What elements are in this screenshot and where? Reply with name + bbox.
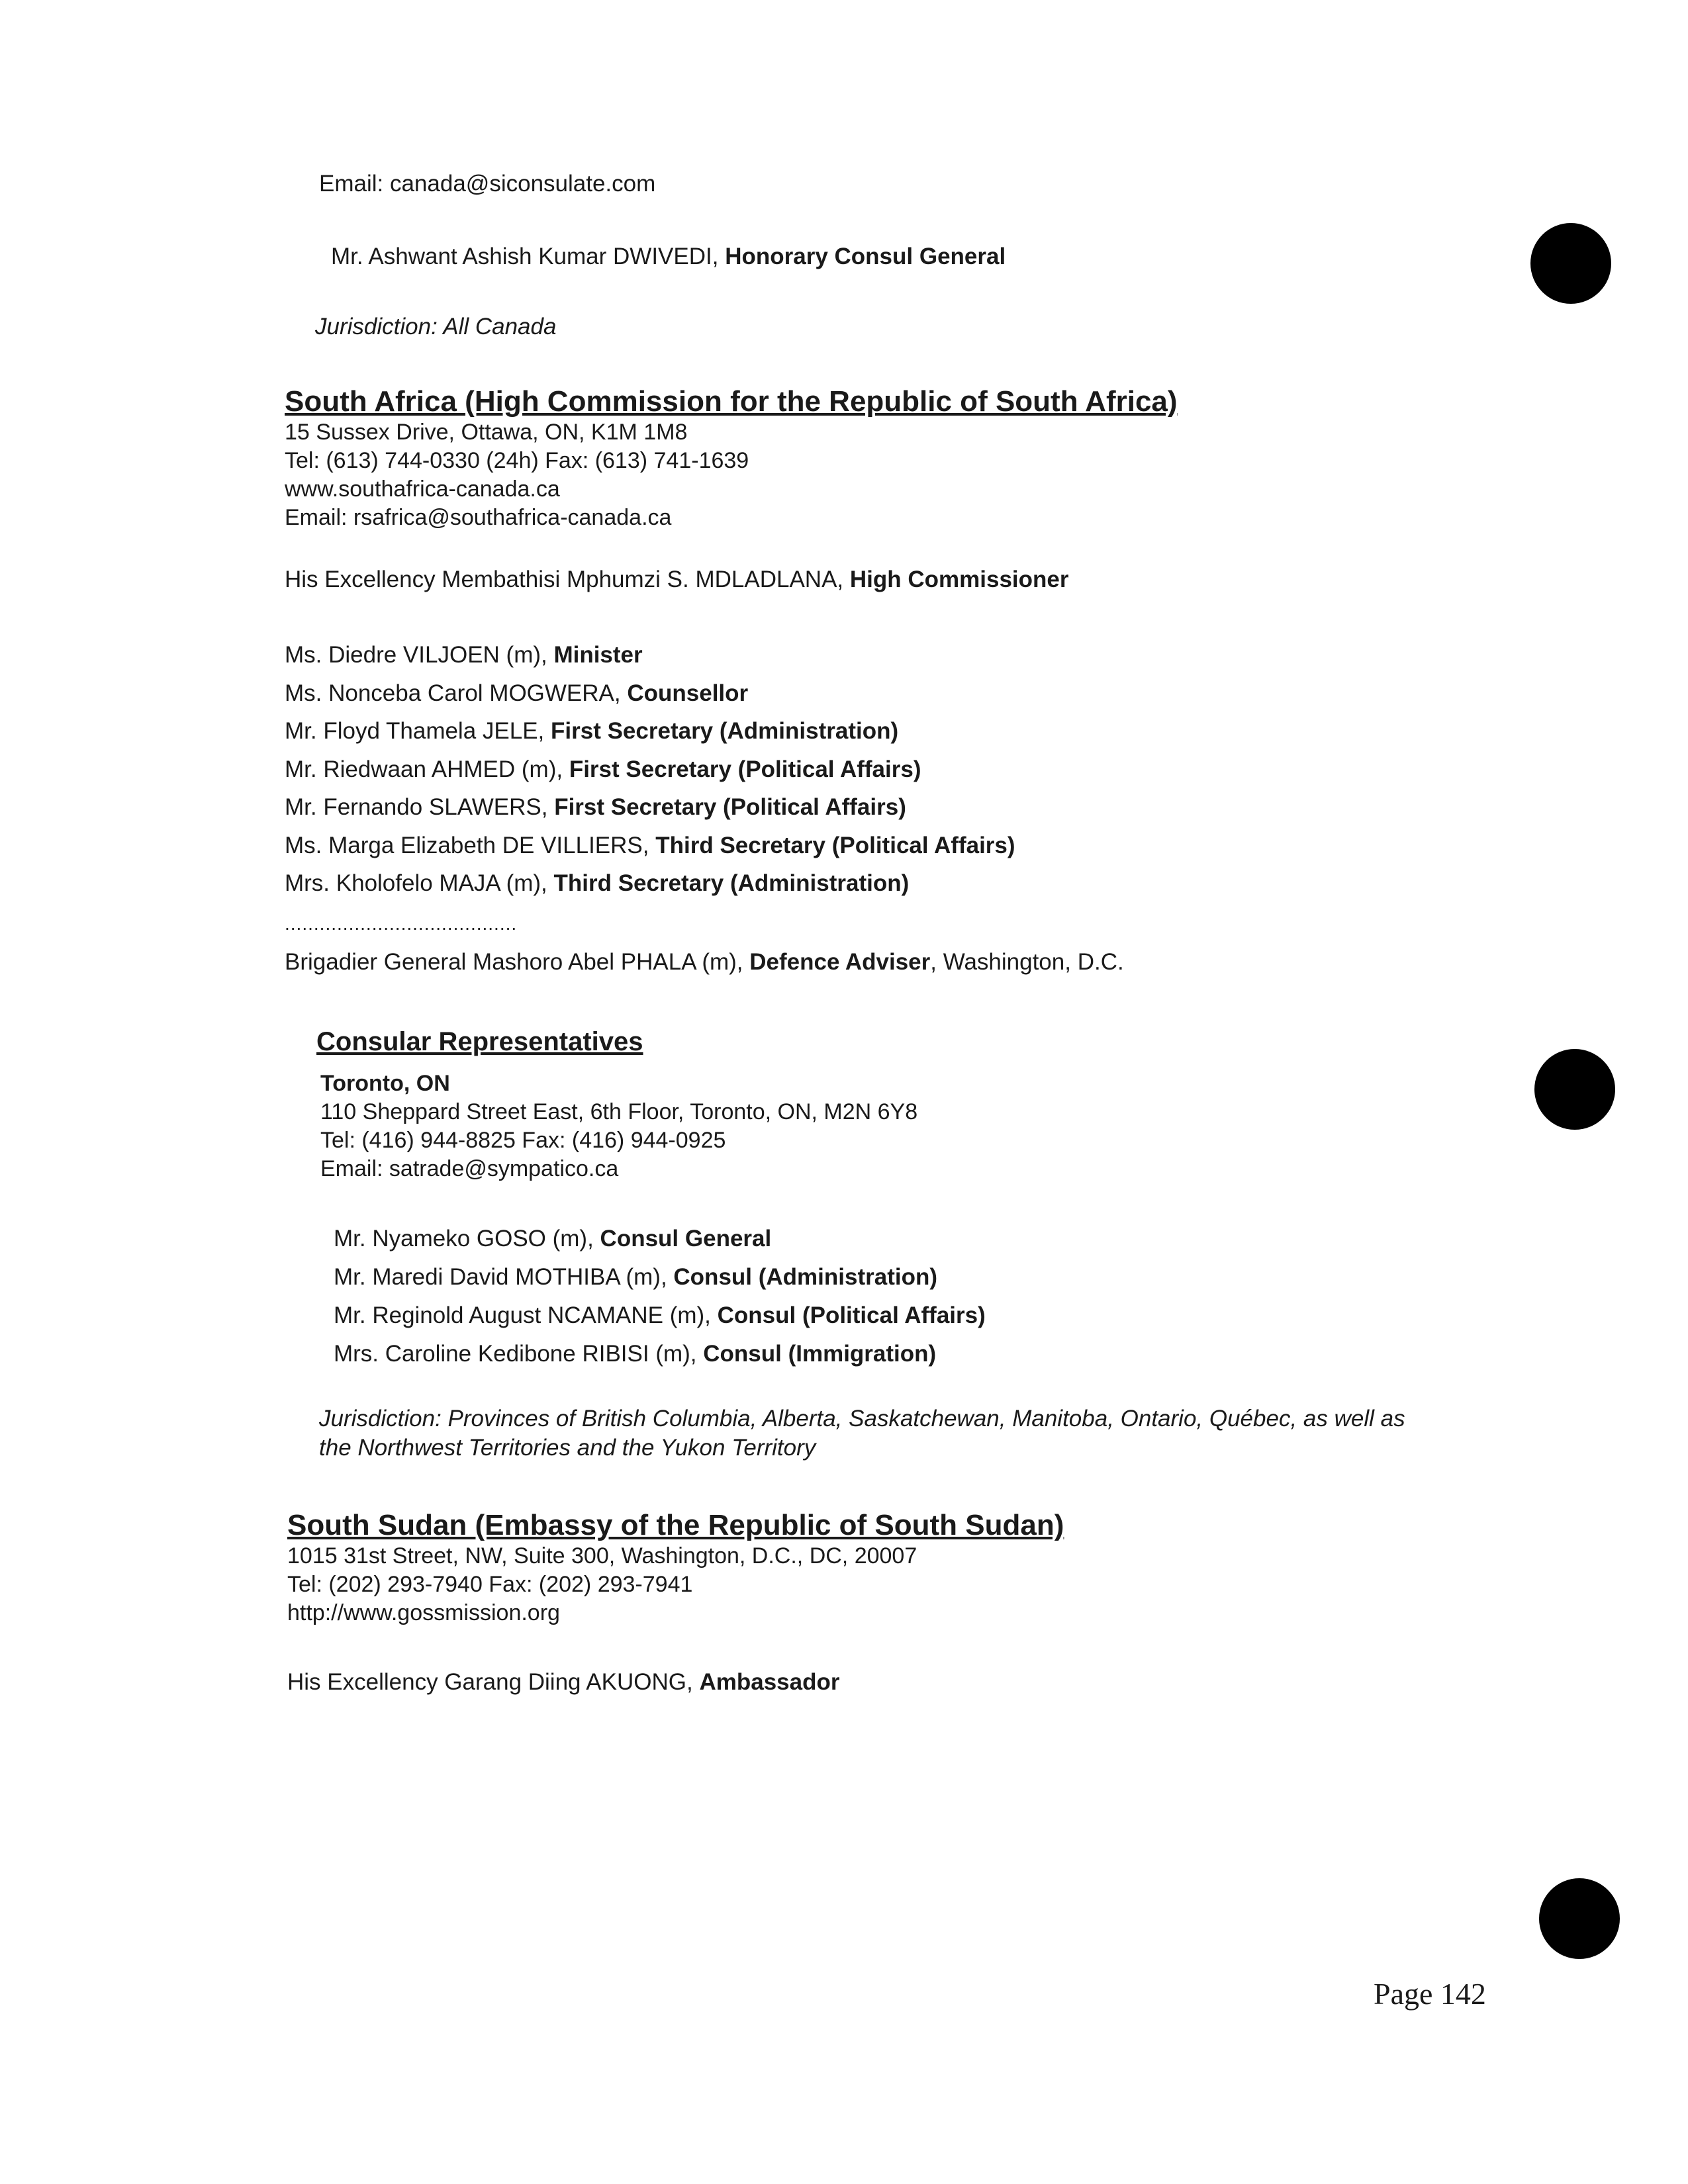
top-jurisdiction: Jurisdiction: All Canada: [315, 314, 557, 340]
consular-heading: Consular Representatives: [316, 1027, 643, 1056]
staff-entry: Mr. Fernando SLAWERS, First Secretary (Political Affairs): [285, 794, 906, 820]
person-name: Mr. Ashwant Ashish Kumar DWIVEDI,: [331, 244, 726, 269]
punch-hole-top: [1530, 223, 1611, 304]
defence-adviser-line: Brigadier General Mashoro Abel PHALA (m), Defence Adviser, Washington, D.C.: [285, 949, 1124, 975]
staff-entry: Mrs. Kholofelo MAJA (m), Third Secretary (Administration): [285, 870, 910, 896]
staff-entry: Mr. Nyameko GOSO (m), Consul General: [334, 1226, 772, 1251]
south-africa-staff-list: [285, 641, 1015, 907]
consular-address: 110 Sheppard Street East, 6th Floor, Toronto, ON, M2N 6Y8 Tel: (416) 944-8825 Fax: (416) 944-0925 Email: satrade@sympatico.ca: [320, 1099, 918, 1181]
staff-entry: Mr. Floyd Thamela JELE, First Secretary (Administration): [285, 718, 899, 744]
south-sudan-address: 1015 31st Street, NW, Suite 300, Washington, D.C., DC, 20007 Tel: (202) 293-7940 Fax: (202) 293-7941 http://www.gossmission.org: [287, 1543, 917, 1625]
separator-dots: ........................................: [285, 913, 518, 934]
consular-city: Toronto, ON: [320, 1071, 450, 1096]
person-title: Honorary Consul General: [725, 244, 1006, 269]
south-africa-heading: South Africa (High Commission for the Republic of South Africa): [285, 385, 1178, 418]
staff-entry: Ms. Diedre VILJOEN (m), Minister: [285, 642, 643, 668]
punch-hole-bottom: [1539, 1878, 1620, 1959]
south-sudan-heading: South Sudan (Embassy of the Republic of South Sudan): [287, 1509, 1064, 1541]
honorary-consul-line: [331, 242, 1006, 271]
staff-entry: Ms. Nonceba Carol MOGWERA, Counsellor: [285, 680, 749, 706]
south-sudan-head-of-mission: His Excellency Garang Diing AKUONG, Ambassador: [287, 1669, 840, 1695]
consular-staff-list: [334, 1224, 986, 1378]
consular-jurisdiction: Jurisdiction: Provinces of British Columbia, Alberta, Saskatchewan, Manitoba, Ontario, Québec, as well as the Northwest Territories and the Yukon Territory: [319, 1406, 1405, 1461]
staff-entry: Mr. Riedwaan AHMED (m), First Secretary (Political Affairs): [285, 756, 921, 782]
south-africa-head-of-mission: His Excellency Membathisi Mphumzi S. MDLADLANA, High Commissioner: [285, 567, 1069, 592]
staff-entry: Mr. Reginold August NCAMANE (m), Consul (Political Affairs): [334, 1302, 986, 1328]
staff-entry: Mrs. Caroline Kedibone RIBISI (m), Consul (Immigration): [334, 1341, 937, 1367]
staff-entry: Ms. Marga Elizabeth DE VILLIERS, Third Secretary (Political Affairs): [285, 832, 1015, 858]
punch-hole-middle: [1534, 1049, 1615, 1130]
top-email: Email: canada@siconsulate.com: [319, 171, 656, 197]
south-africa-address: 15 Sussex Drive, Ottawa, ON, K1M 1M8 Tel: (613) 744-0330 (24h) Fax: (613) 741-1639 www.southafrica-canada.ca Email: rsafrica@southafrica-canada.ca: [285, 420, 749, 530]
page-number: Page 142: [1374, 1977, 1486, 2011]
staff-entry: Mr. Maredi David MOTHIBA (m), Consul (Administration): [334, 1264, 937, 1290]
